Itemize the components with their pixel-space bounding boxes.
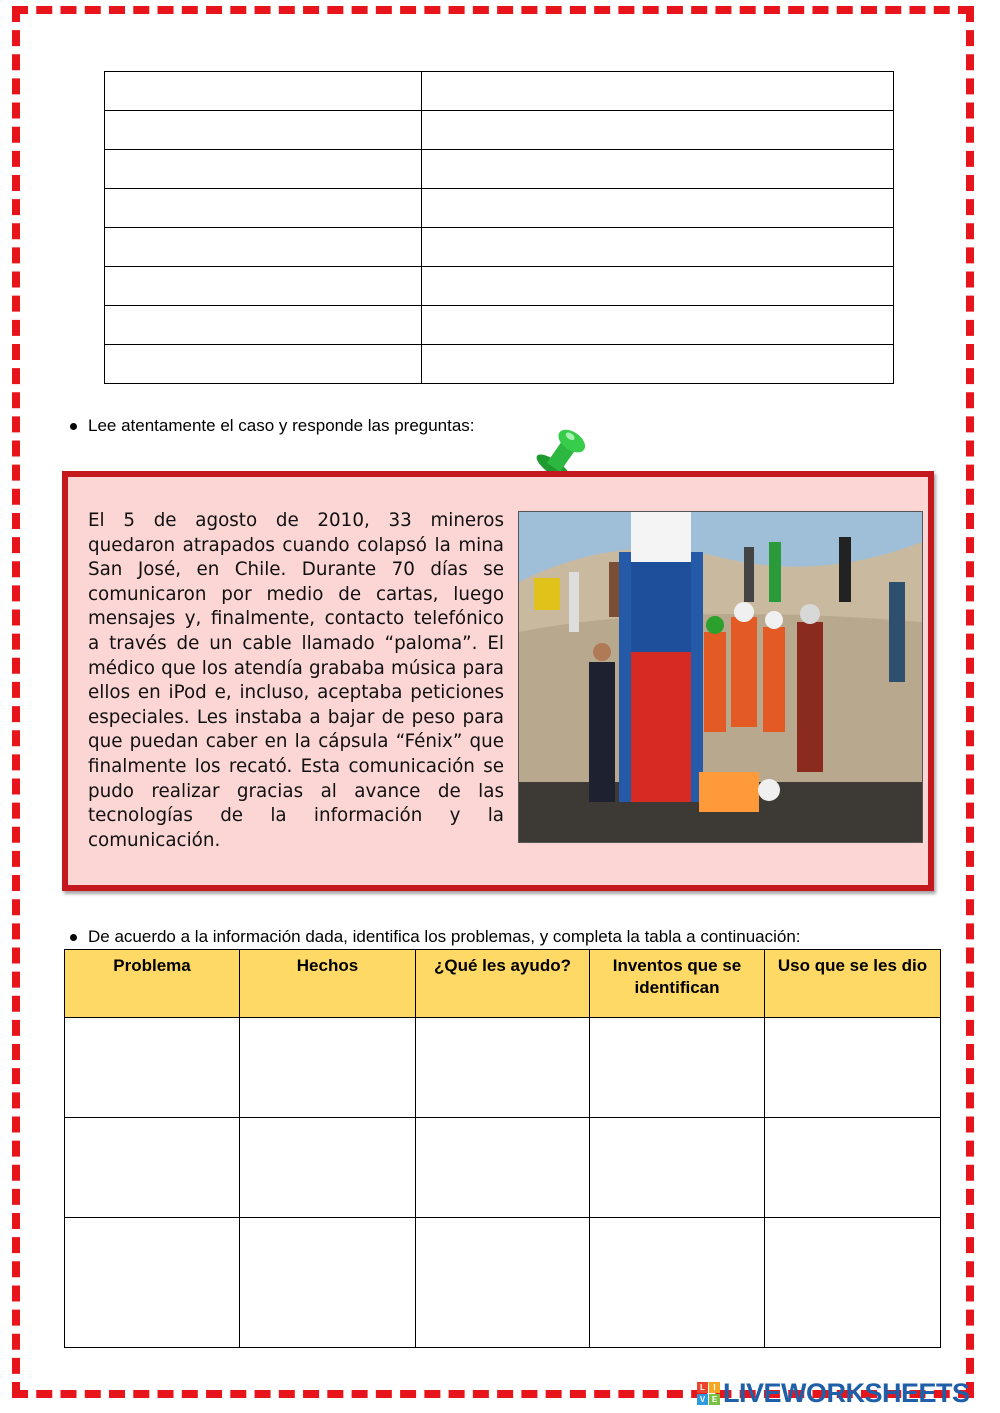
blank-answer-table (104, 71, 894, 384)
answer-cell[interactable] (416, 1018, 590, 1118)
table-row (105, 306, 894, 345)
case-text: El 5 de agosto de 2010, 33 mineros quedaron atrapados cuando colapsó la mina San José, en Chile. Durante 70 días se comunicaron por medio de cartas, luego mensajes y, finalmente, contacto telefónico a través de un cable llamado “paloma”. El médico que los atendía grababa música para ellos en iPod e, incluso, aceptaba peticiones especiales. Les instaba a bajar de peso para que puedan caber en la cápsula “Fénix” que finalmente los recató. Esta comunicación se pudo realizar gracias al avance de las tecnologías de la información y la comunicación. (88, 510, 504, 851)
blank-cell[interactable] (105, 228, 422, 267)
bullet-icon (70, 423, 77, 430)
blank-cell[interactable] (422, 345, 894, 384)
answer-cell[interactable] (240, 1218, 416, 1348)
header-problema: Problema (65, 950, 240, 1018)
answer-cell[interactable] (765, 1018, 941, 1118)
logo-letter: E (709, 1394, 720, 1405)
liveworksheets-logo (697, 1378, 970, 1409)
instruction-text: De acuerdo a la información dada, identifica los problemas, y completa la tabla a continuación: (88, 927, 801, 946)
rescue-scene-illustration (519, 512, 922, 842)
blank-cell[interactable] (422, 228, 894, 267)
table-row (105, 228, 894, 267)
answer-cell[interactable] (590, 1118, 765, 1218)
bullet-icon (70, 934, 77, 941)
answer-cell[interactable] (416, 1118, 590, 1218)
blank-cell[interactable] (422, 111, 894, 150)
instruction-text: Lee atentamente el caso y responde las preguntas: (88, 416, 475, 435)
answer-cell[interactable] (240, 1118, 416, 1218)
answer-cell[interactable] (65, 1018, 240, 1118)
table-row (105, 345, 894, 384)
blank-cell[interactable] (422, 306, 894, 345)
instruction-complete-table (70, 927, 801, 947)
header-hechos: Hechos (240, 950, 416, 1018)
blank-cell[interactable] (105, 267, 422, 306)
logo-letter: I (709, 1382, 720, 1393)
table-row (105, 150, 894, 189)
answer-cell[interactable] (65, 1218, 240, 1348)
header-inventos: Inventos que se identifican (590, 950, 765, 1018)
blank-cell[interactable] (422, 72, 894, 111)
table-header-row (65, 950, 941, 1018)
instruction-read-case (70, 416, 475, 436)
problems-table (64, 949, 941, 1348)
table-row (105, 111, 894, 150)
answer-cell[interactable] (765, 1218, 941, 1348)
blank-cell[interactable] (422, 150, 894, 189)
case-box (62, 471, 934, 891)
rescue-capsule-photo (518, 511, 923, 843)
blank-cell[interactable] (422, 189, 894, 228)
blank-cell[interactable] (105, 189, 422, 228)
blank-cell[interactable] (422, 267, 894, 306)
answer-cell[interactable] (590, 1018, 765, 1118)
table-row (65, 1218, 941, 1348)
answer-cell[interactable] (65, 1118, 240, 1218)
header-que-les-ayudo: ¿Qué les ayudo? (416, 950, 590, 1018)
table-row (105, 267, 894, 306)
logo-text: LIVEWORKSHEETS (723, 1378, 970, 1408)
logo-letter: V (697, 1394, 708, 1405)
liveworksheets-icon (697, 1382, 720, 1405)
table-row (65, 1118, 941, 1218)
table-row (105, 72, 894, 111)
header-uso: Uso que se les dio (765, 950, 941, 1018)
blank-cell[interactable] (105, 150, 422, 189)
table-row (65, 1018, 941, 1118)
blank-cell[interactable] (105, 306, 422, 345)
blank-cell[interactable] (105, 111, 422, 150)
answer-cell[interactable] (765, 1118, 941, 1218)
answer-cell[interactable] (590, 1218, 765, 1348)
logo-letter: L (697, 1382, 708, 1393)
answer-cell[interactable] (416, 1218, 590, 1348)
table-row (105, 189, 894, 228)
blank-cell[interactable] (105, 72, 422, 111)
answer-cell[interactable] (240, 1018, 416, 1118)
blank-cell[interactable] (105, 345, 422, 384)
